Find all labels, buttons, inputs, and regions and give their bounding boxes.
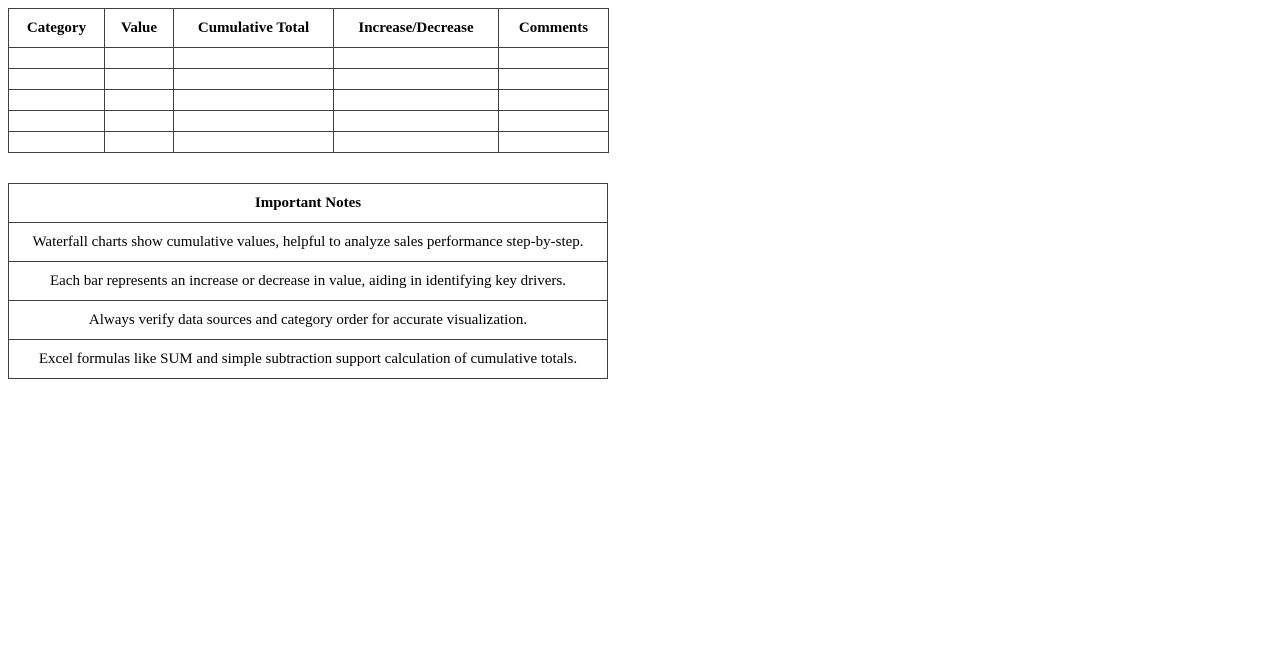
table-cell[interactable] [334,69,499,90]
table-cell[interactable] [9,132,105,153]
header-comments: Comments [499,9,609,48]
note-row [9,301,608,340]
table-cell[interactable] [105,132,174,153]
table-row [9,90,609,111]
table-cell[interactable] [9,111,105,132]
notes-table [8,183,608,379]
header-category: Category [9,9,105,48]
table-cell[interactable] [174,132,334,153]
table-cell[interactable] [174,48,334,69]
table-cell[interactable] [105,69,174,90]
table-row [9,111,609,132]
table-cell[interactable] [499,111,609,132]
table-cell[interactable] [334,111,499,132]
table-cell[interactable] [9,69,105,90]
header-cumulative-total: Cumulative Total [174,9,334,48]
table-cell[interactable] [499,69,609,90]
table-cell[interactable] [174,69,334,90]
header-increase-decrease: Increase/Decrease [334,9,499,48]
table-cell[interactable] [499,90,609,111]
note-row [9,262,608,301]
note-text: Waterfall charts show cumulative values, helpful to analyze sales performance step-by-step. [9,223,608,262]
table-cell[interactable] [105,48,174,69]
table-cell[interactable] [174,90,334,111]
note-row [9,340,608,379]
notes-title: Important Notes [9,184,608,223]
table-cell[interactable] [499,48,609,69]
table-cell[interactable] [174,111,334,132]
note-row [9,223,608,262]
table-cell[interactable] [9,90,105,111]
table-row [9,132,609,153]
note-text: Always verify data sources and category order for accurate visualization. [9,301,608,340]
table-cell[interactable] [334,90,499,111]
header-row [9,9,609,48]
note-text: Each bar represents an increase or decrease in value, aiding in identifying key drivers. [9,262,608,301]
table-cell[interactable] [9,48,105,69]
table-cell[interactable] [105,90,174,111]
table-cell[interactable] [499,132,609,153]
data-table [8,8,609,153]
table-cell[interactable] [105,111,174,132]
table-cell[interactable] [334,48,499,69]
table-row [9,48,609,69]
note-text: Excel formulas like SUM and simple subtraction support calculation of cumulative totals. [9,340,608,379]
table-row [9,69,609,90]
table-cell[interactable] [334,132,499,153]
header-value: Value [105,9,174,48]
notes-header-row [9,184,608,223]
